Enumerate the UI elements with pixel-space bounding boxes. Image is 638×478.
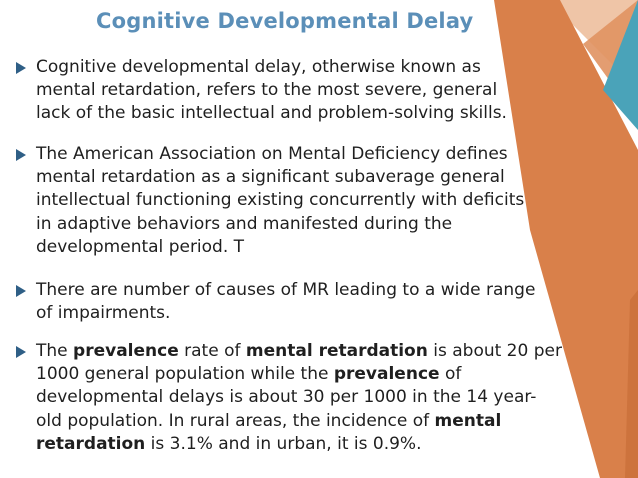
text-run: rate of [178,341,246,361]
text-run: 1000 general population while the [36,364,334,385]
text-run-bold: prevalence [73,341,179,361]
bullet-line [36,433,611,456]
bullet-line: of impairments. [36,303,171,324]
bullet-arrow-icon [16,62,26,74]
text-run: of [439,364,462,385]
bullet-line: in adaptive behaviors and manifested during the [36,213,453,234]
text-run: The [36,341,74,361]
bullet-line [36,410,611,433]
bullet-line: lack of the basic intellectual and problem-solving skills. [36,103,507,124]
bullet-arrow-icon [16,149,26,161]
text-run: old population. In rural areas, the incidence of [36,410,435,431]
bullet-item-definition [36,56,611,126]
bullet-arrow-icon [16,346,26,358]
bullet-line: Cognitive developmental delay, otherwise known as [36,57,481,77]
text-run-bold: prevalence [333,364,440,385]
text-run-bold: mental [434,410,502,431]
slide-title: Cognitive Developmental Delay [96,9,474,33]
bullet-item-prevalence [36,340,611,456]
bullet-line: mental retardation as a significant subaverage general [36,167,505,188]
bullet-line: The American Association on Mental Deficiency defines [36,144,508,164]
text-run: is 3.1% and in urban, it is 0.9%. [145,433,422,454]
bullet-line [36,363,611,386]
bullet-line: developmental period. T [36,236,245,257]
bullet-line: developmental delays is about 30 per 1000 in the 14 year- [36,387,537,408]
text-run-bold: retardation [36,433,146,454]
bullet-arrow-icon [16,285,26,297]
text-run-bold: mental retardation [245,341,428,361]
text-run: is about 20 per [427,341,562,361]
bullet-item-aamd [36,143,611,259]
bullet-line [36,340,611,363]
bullet-item-causes [36,279,611,325]
bullet-line: intellectual functioning existing concurrently with deficits [36,190,525,211]
bullet-line: mental retardation, refers to the most severe, general [36,80,498,101]
bullet-line: There are number of causes of MR leading to a wide range [36,280,536,300]
